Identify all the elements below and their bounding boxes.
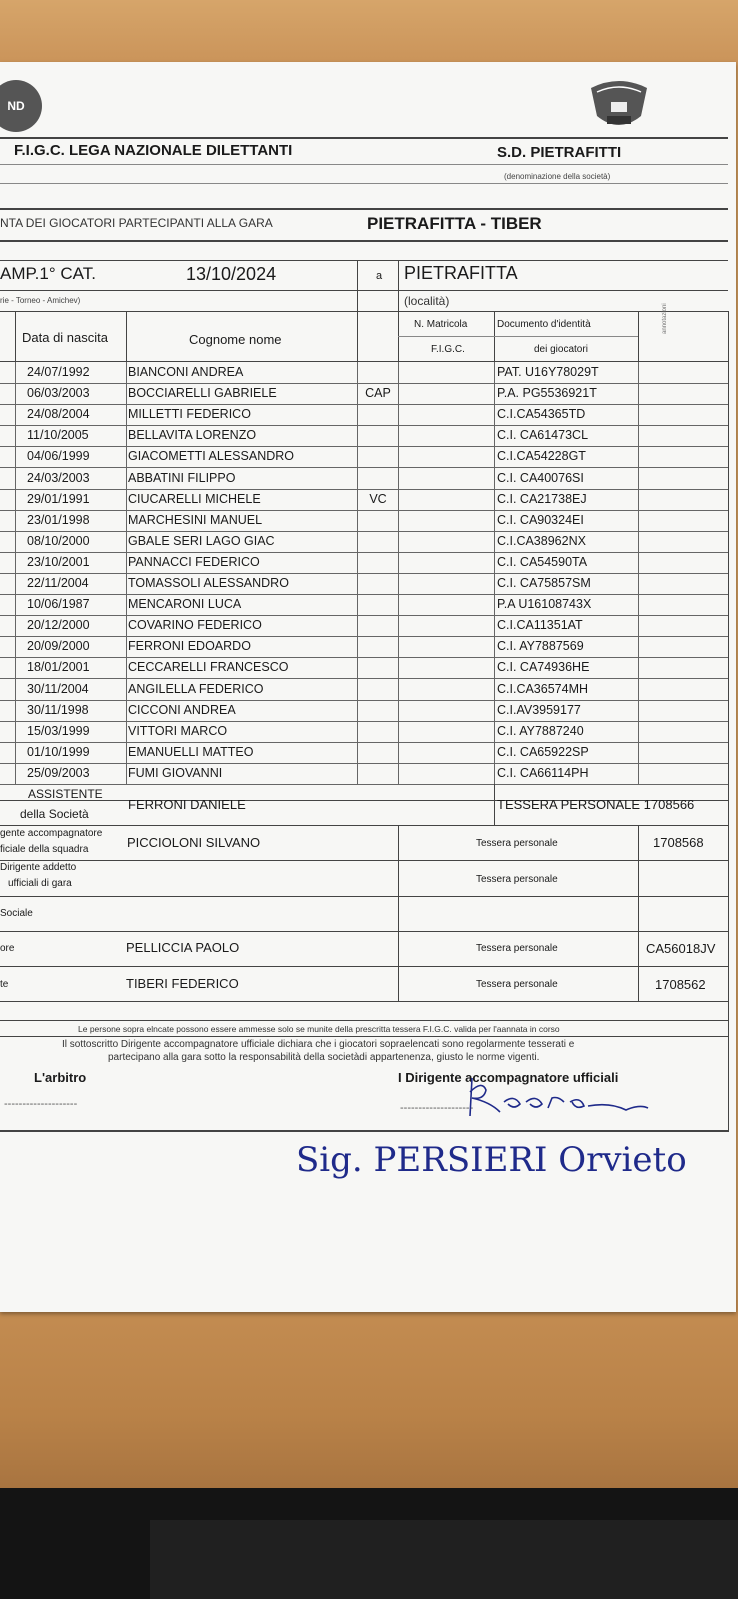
competition-caption: rie - Torneo - Amichev) bbox=[0, 296, 81, 305]
player-row bbox=[0, 468, 728, 490]
social-label: Sociale bbox=[0, 908, 33, 919]
coach-card-label: Tessera personale bbox=[476, 943, 558, 954]
player-name: CIUCARELLI MICHELE bbox=[128, 491, 261, 506]
referee-label: L'arbitro bbox=[34, 1070, 87, 1085]
player-name: GIACOMETTI ALESSANDRO bbox=[128, 449, 295, 464]
player-name: COVARINO FEDERICO bbox=[128, 618, 262, 633]
player-name: ANGILELLA FEDERICO bbox=[128, 681, 264, 696]
officials-label-1: Dirigente addetto bbox=[0, 862, 77, 873]
col-document-1: Documento d'identità bbox=[497, 319, 591, 330]
player-role bbox=[358, 573, 398, 594]
player-row bbox=[0, 489, 728, 511]
player-document: C.I.AV3959177 bbox=[497, 702, 581, 717]
officials-label-2: ufficiali di gara bbox=[8, 878, 72, 889]
assistant-name: FERRONI DANIELE bbox=[128, 797, 246, 812]
player-document: C.I.CA38962NX bbox=[497, 533, 586, 548]
list-title: NTA DEI GIOCATORI PARTECIPANTI ALLA GARA bbox=[0, 216, 273, 230]
player-row bbox=[0, 510, 728, 532]
player-document: C.I. AY7887569 bbox=[497, 639, 584, 654]
player-row bbox=[0, 700, 728, 722]
player-birth: 04/06/1999 bbox=[27, 449, 90, 464]
player-row bbox=[0, 763, 728, 785]
player-birth: 22/11/2004 bbox=[27, 576, 89, 590]
other-name: TIBERI FEDERICO bbox=[126, 976, 239, 991]
player-role bbox=[358, 721, 398, 742]
player-row bbox=[0, 531, 728, 553]
player-name: CICCONI ANDREA bbox=[128, 702, 236, 717]
player-row bbox=[0, 721, 728, 743]
player-birth: 20/12/2000 bbox=[27, 618, 90, 633]
player-role bbox=[358, 531, 398, 552]
player-birth: 15/03/1999 bbox=[27, 723, 90, 738]
wooden-table-bottom bbox=[0, 1300, 738, 1490]
team-sheet-paper bbox=[0, 62, 736, 1312]
player-role bbox=[358, 510, 398, 531]
player-row bbox=[0, 679, 728, 701]
player-name: MARCHESINI MANUEL bbox=[128, 512, 263, 527]
declaration-line-2: partecipano alla gara sotto la responsabilità della societàdi appartenenza, giusto le norme vigenti. bbox=[108, 1052, 540, 1063]
player-role: CAP bbox=[365, 386, 391, 401]
club-crest-icon bbox=[587, 76, 651, 134]
match-title: PIETRAFITTA - TIBER bbox=[367, 214, 542, 233]
col-matricola-1: N. Matricola bbox=[414, 319, 468, 330]
player-birth: 20/09/2000 bbox=[27, 639, 90, 654]
player-birth: 08/10/2000 bbox=[27, 533, 90, 548]
assistant-label-2: della Società bbox=[20, 807, 89, 821]
federation-title: F.I.G.C. LEGA NAZIONALE DILETTANTI bbox=[14, 142, 293, 159]
col-notes: annotazioni bbox=[662, 303, 668, 334]
player-role bbox=[358, 425, 398, 446]
player-document: C.I.CA54365TD bbox=[497, 407, 586, 422]
player-row bbox=[0, 594, 728, 616]
lnd-logo: ND bbox=[0, 80, 42, 132]
manager-signature bbox=[460, 1072, 660, 1120]
player-document: C.I.CA54228GT bbox=[497, 449, 586, 464]
player-document: C.I. CA40076SI bbox=[497, 470, 584, 485]
escort-label-1: gente accompagnatore bbox=[0, 828, 103, 839]
player-birth: 23/10/2001 bbox=[27, 554, 90, 569]
other-card-label: Tessera personale bbox=[476, 979, 558, 990]
player-document: C.I.CA11351AT bbox=[497, 618, 583, 633]
other-card: 1708562 bbox=[655, 977, 706, 992]
player-birth: 30/11/1998 bbox=[27, 702, 89, 717]
player-role bbox=[358, 552, 398, 573]
col-matricola-2: F.I.G.C. bbox=[431, 344, 465, 355]
assistant-label-1: ASSISTENTE bbox=[28, 787, 103, 801]
club-name: S.D. PIETRAFITTI bbox=[497, 144, 622, 161]
player-name: ABBATINI FILIPPO bbox=[128, 470, 236, 485]
col-document-2: dei giocatori bbox=[534, 344, 588, 355]
other-label: te bbox=[0, 979, 9, 990]
player-name: VITTORI MARCO bbox=[128, 723, 228, 738]
dark-floor-strip bbox=[150, 1520, 738, 1599]
wooden-table-top bbox=[0, 0, 738, 70]
player-row bbox=[0, 362, 728, 384]
player-birth: 24/08/2004 bbox=[27, 407, 90, 422]
player-role: VC bbox=[369, 491, 387, 506]
player-name: FUMI GIOVANNI bbox=[128, 765, 223, 780]
venue-prefix: a bbox=[376, 270, 383, 282]
player-role bbox=[358, 657, 398, 678]
player-name: PANNACCI FEDERICO bbox=[128, 554, 260, 569]
player-document: C.I. CA61473CL bbox=[497, 428, 589, 443]
player-row bbox=[0, 446, 728, 468]
player-row bbox=[0, 615, 728, 637]
player-birth: 24/03/2003 bbox=[27, 470, 90, 485]
player-role bbox=[358, 615, 398, 636]
player-document: C.I.CA36574MH bbox=[497, 681, 589, 696]
player-document: P.A U16108743X bbox=[497, 597, 592, 612]
escort-label-2: ficiale della squadra bbox=[0, 844, 89, 855]
manager-signature-line: -------------------- bbox=[400, 1102, 474, 1114]
player-birth: 06/03/2003 bbox=[27, 386, 90, 401]
player-role bbox=[358, 362, 398, 383]
player-name: BIANCONI ANDREA bbox=[128, 365, 244, 379]
player-role bbox=[358, 700, 398, 721]
player-name: BELLAVITA LORENZO bbox=[128, 428, 257, 443]
assistant-card: TESSERA PERSONALE 1708566 bbox=[497, 797, 695, 812]
player-row bbox=[0, 383, 728, 405]
player-name: CECCARELLI FRANCESCO bbox=[128, 660, 289, 675]
player-document: C.I. CA74936HE bbox=[497, 660, 590, 675]
venue-caption: (località) bbox=[404, 294, 450, 308]
player-birth: 10/06/1987 bbox=[27, 597, 90, 612]
player-document: C.I. CA75857SM bbox=[497, 576, 591, 590]
player-row bbox=[0, 573, 728, 595]
player-name: MILLETTI FEDERICO bbox=[128, 407, 251, 422]
player-name: FERRONI EDOARDO bbox=[128, 639, 251, 654]
club-caption: (denominazione della società) bbox=[504, 172, 611, 181]
coach-name: PELLICCIA PAOLO bbox=[126, 940, 240, 955]
player-role bbox=[358, 742, 398, 763]
player-document: C.I. CA66114PH bbox=[497, 765, 589, 780]
player-role bbox=[358, 636, 398, 657]
col-name: Cognome nome bbox=[189, 332, 282, 347]
player-birth: 01/10/1999 bbox=[27, 744, 90, 759]
officials-card-label: Tessera personale bbox=[476, 874, 558, 885]
competition: AMP.1° CAT. bbox=[0, 264, 96, 283]
player-birth: 23/01/1998 bbox=[27, 512, 90, 527]
player-document: C.I. CA65922SP bbox=[497, 744, 589, 759]
footer-notice: Le persone sopra elncate possono essere ammesse solo se munite della prescritta tessera F.I.G.C. valida per l'aannata in corso bbox=[78, 1024, 560, 1034]
player-role bbox=[358, 594, 398, 615]
player-document: C.I. AY7887240 bbox=[497, 723, 584, 738]
player-row bbox=[0, 636, 728, 658]
player-row bbox=[0, 552, 728, 574]
player-birth: 29/01/1991 bbox=[27, 491, 90, 506]
venue: PIETRAFITTA bbox=[404, 263, 518, 283]
player-role bbox=[358, 404, 398, 425]
player-row bbox=[0, 657, 728, 679]
coach-label: ore bbox=[0, 943, 15, 954]
player-document: P.A. PG5536921T bbox=[497, 386, 597, 401]
player-document: PAT. U16Y78029T bbox=[497, 365, 599, 379]
escort-card: 1708568 bbox=[653, 835, 704, 850]
escort-name: PICCIOLONI SILVANO bbox=[127, 835, 261, 850]
player-role bbox=[358, 468, 398, 489]
player-birth: 11/10/2005 bbox=[27, 428, 89, 443]
col-birth: Data di nascita bbox=[22, 330, 108, 345]
declaration-line-1: Il sottoscritto Dirigente accompagnatore ufficiale dichiara che i giocatori sopraelencati sono regolarmente tesserati e bbox=[62, 1039, 575, 1050]
manager-label: I Dirigente accompagnatore ufficiali bbox=[398, 1070, 619, 1085]
player-role bbox=[358, 446, 398, 467]
player-name: GBALE SERI LAGO GIAC bbox=[128, 533, 275, 548]
player-birth: 30/11/2004 bbox=[27, 681, 89, 696]
player-role bbox=[358, 679, 398, 700]
coach-card: CA56018JV bbox=[646, 941, 716, 956]
player-birth: 24/07/1992 bbox=[27, 365, 90, 379]
player-document: C.I. CA90324EI bbox=[497, 512, 584, 527]
referee-signature-line: -------------------- bbox=[4, 1098, 78, 1110]
handwritten-note: Sig. PERSIERI Orvieto bbox=[296, 1140, 687, 1180]
player-birth: 25/09/2003 bbox=[27, 765, 90, 780]
player-birth: 18/01/2001 bbox=[27, 660, 90, 675]
player-name: TOMASSOLI ALESSANDRO bbox=[128, 576, 289, 590]
player-name: MENCARONI LUCA bbox=[128, 597, 242, 612]
player-row bbox=[0, 404, 728, 426]
escort-card-label: Tessera personale bbox=[476, 838, 558, 849]
player-document: C.I. CA54590TA bbox=[497, 554, 588, 569]
player-document: C.I. CA21738EJ bbox=[497, 491, 587, 506]
player-row bbox=[0, 742, 728, 764]
player-row bbox=[0, 425, 728, 447]
player-name: EMANUELLI MATTEO bbox=[128, 744, 254, 759]
player-name: BOCCIARELLI GABRIELE bbox=[128, 386, 277, 401]
match-date: 13/10/2024 bbox=[186, 264, 277, 284]
player-role bbox=[358, 763, 398, 784]
